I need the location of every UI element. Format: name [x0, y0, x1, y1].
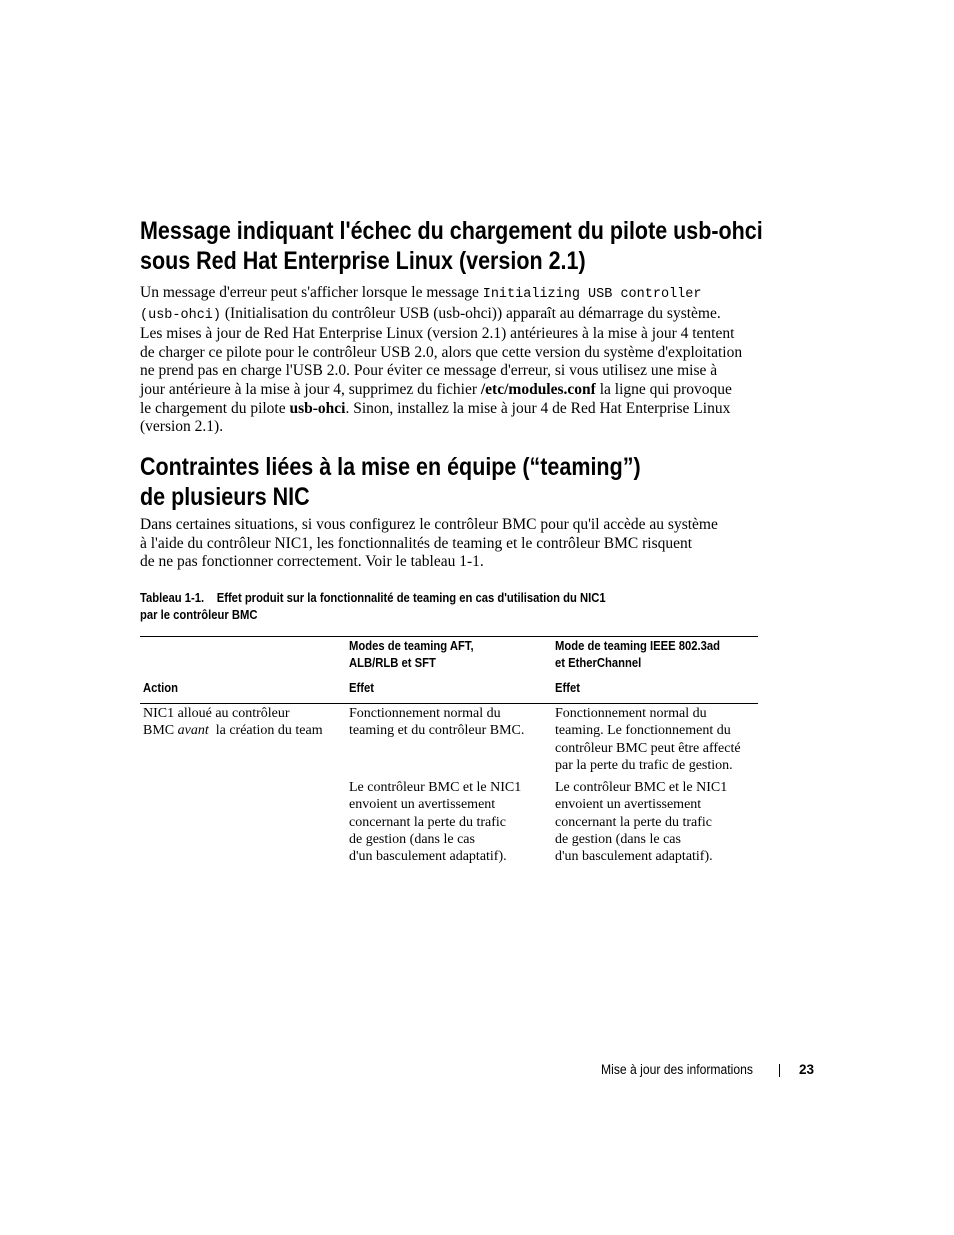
section-heading-usb-ohci [140, 216, 763, 276]
paragraph-line [140, 381, 780, 400]
heading-line: de plusieurs NIC [140, 483, 310, 511]
table-cell-action [143, 705, 323, 740]
cell-line: d'un basculement adaptatif). [349, 849, 507, 865]
paragraph-line [140, 305, 780, 326]
table-caption [140, 590, 716, 624]
paragraph-line: Dans certaines situations, si vous configurez le contrôleur BMC pour qu'il accède au système [140, 516, 718, 533]
cell-line: de gestion (dans le cas [349, 831, 475, 847]
table-cell-aft-normal [349, 705, 524, 740]
footer-section-title: Mise à jour des informations [601, 1062, 753, 1077]
paragraph-line: à l'aide du contrôleur NIC1, les fonctionnalités de teaming et le contrôleur BMC risquent [140, 534, 693, 552]
cell-line: envoient un avertissement [349, 797, 496, 813]
cell-line: concernant la perte du trafic [555, 814, 713, 830]
group-header-aft-alb-sft [349, 638, 474, 672]
paragraph-line: de ne pas fonctionner correctement. Voir le tableau 1-1. [140, 553, 484, 571]
cell-line: par la perte du trafic de gestion. [555, 757, 733, 773]
heading-line: Contraintes liées à la mise en équipe (“teaming”) [140, 453, 641, 481]
text-run: le chargement du pilote [140, 399, 290, 417]
cell-line [143, 722, 323, 739]
nic-teaming-paragraph [140, 516, 780, 572]
table-cell-ieee-warning [555, 779, 727, 865]
text-run: jour antérieure à la mise à jour 4, supprimez du fichier [140, 380, 481, 398]
cell-line: NIC1 alloué au contrôleur [143, 706, 290, 721]
table-cell-ieee-normal [555, 705, 741, 774]
paragraph-line: de charger ce pilote pour le contrôleur USB 2.0, alors que cette version du système d'exploitation [140, 343, 743, 361]
paragraph-line: Les mises à jour de Red Hat Enterprise Linux (version 2.1) antérieures à la mise à jour 4 tentent [140, 325, 735, 343]
paragraph-line: (version 2.1). [140, 418, 224, 436]
cell-line: d'un basculement adaptatif). [555, 849, 713, 865]
cell-line: de gestion (dans le cas [555, 831, 681, 847]
header-line: Modes de teaming AFT, [349, 639, 474, 653]
code-run: (usb-ohci) [140, 307, 222, 323]
group-header-ieee-etherchannel [555, 638, 720, 672]
heading-line: sous Red Hat Enterprise Linux (version 2.1) [140, 247, 586, 275]
cell-line: Le contrôleur BMC et le NIC1 [349, 780, 522, 795]
cell-line: envoient un avertissement [555, 797, 702, 813]
text-run: . Sinon, installez la mise à jour 4 de Red Hat Enterprise Linux [345, 399, 731, 417]
cell-line: Fonctionnement normal du [555, 706, 707, 721]
header-line: ALB/RLB et SFT [349, 656, 436, 670]
text-run: BMC [143, 723, 178, 739]
column-header-action: Action [143, 681, 179, 695]
text-run: la ligne qui provoque [595, 380, 732, 398]
footer-separator [779, 1064, 780, 1077]
caption-line: par le contrôleur BMC [140, 608, 258, 622]
cell-line: Fonctionnement normal du [349, 706, 501, 721]
text-run: Un message d'erreur peut s'afficher lorsque le message [140, 284, 483, 301]
table-cell-aft-warning [349, 779, 521, 865]
paragraph-line [140, 284, 780, 305]
cell-line: concernant la perte du trafic [349, 814, 507, 830]
paragraph-line [140, 400, 780, 419]
cell-line: teaming et du contrôleur BMC. [349, 723, 525, 739]
emphasis: avant [177, 723, 209, 739]
driver-name: usb-ohci [289, 399, 346, 417]
text-run: (Initialisation du contrôleur USB (usb-ohci)) apparaît au démarrage du système. [221, 304, 721, 322]
cell-line: contrôleur BMC peut être affecté [555, 740, 741, 756]
file-path: /etc/modules.conf [480, 380, 596, 398]
page-number: 23 [799, 1062, 815, 1077]
table-header-rule [140, 703, 758, 704]
section-heading-nic-teaming [140, 452, 690, 512]
heading-line: Message indiquant l'échec du chargement du pilote usb-ohci [140, 217, 763, 245]
caption-line: Tableau 1-1. Effet produit sur la fonctionnalité de teaming en cas d'utilisation du NIC1 [140, 591, 606, 605]
text-run: la création du team [208, 723, 323, 739]
cell-line: teaming. Le fonctionnement du [555, 723, 731, 739]
column-header-effet-ieee: Effet [555, 681, 581, 695]
column-header-effet-aft: Effet [349, 681, 375, 695]
paragraph-line: ne prend pas en charge l'USB 2.0. Pour éviter ce message d'erreur, si vous utilisez une mise à [140, 362, 718, 380]
usb-ohci-paragraph [140, 284, 780, 437]
table-top-rule [140, 636, 758, 637]
header-line: et EtherChannel [555, 656, 642, 670]
cell-line: Le contrôleur BMC et le NIC1 [555, 780, 728, 795]
code-run: Initializing USB controller [482, 287, 702, 302]
header-line: Mode de teaming IEEE 802.3ad [555, 639, 721, 653]
